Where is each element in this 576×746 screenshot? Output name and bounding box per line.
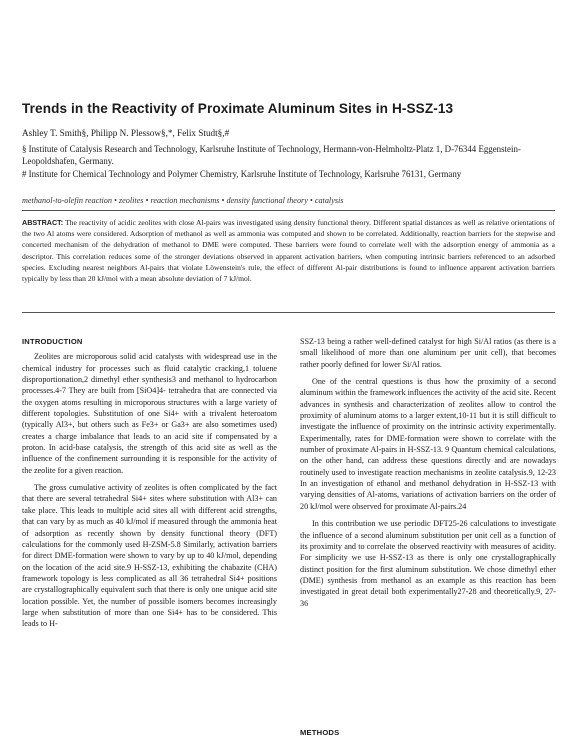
- abstract-top-rule: [22, 210, 555, 211]
- section-heading-introduction: INTRODUCTION: [22, 337, 83, 346]
- paragraph: The gross cumulative activity of zeolites is often complicated by the fact that there are several tetrahedral Si4+ sites where substitution with Al3+ can take place. This leads to multiple acid sites all with different acid strengths, that can vary by as much as 40 kJ/mol if measured through the ammonia heat of adsorption as recently shown by density functional theory (DFT) calculations for the commonly used H-ZSM-5.8 Similarly, activation barriers for direct DME-formation were shown to vary by up to 40 kJ/mol, depending on the location of the acid site.9 H-SSZ-13, exhibiting the chabazite (CHA) framework topology is less complicated as all 36 tetrahedral Si4+ positions are crystallographically equivalent such that there is only one unique acid site location possible. Yet, the number of possible isomers becomes increasingly large when substitution of more than one Si4+ has to be considered. This leads to H-: [22, 483, 277, 629]
- paragraph: Zeolites are microporous solid acid catalysts with widespread use in the chemical industry for processes such as fluid catalytic cracking,1 toluene disproportionation,2 dimethyl ether synthesis3 and methanol to hydrocarbon processes.4-7 They are built from [SiO4]4- tetrahedra that are connected via the oxygen atoms resulting in microporous structures with a large variety of different topologies. Substitution of one Si4+ with a trivalent heteroatom (typically Al3+, but others such as Fe3+ or Ga3+ are also sometimes used) creates a charge imbalance that leads to an acid site if compensated by a proton. In acid-base catalysis, the strength of this acid site as well as the influence of the confinement surrounding it is responsible for the activity of the zeolite for a given reaction.: [22, 352, 277, 475]
- left-column: [22, 336, 277, 630]
- abstract-text: The reactivity of acidic zeolites with close Al-pairs was investigated using density functional theory. Different spatial distances as well as relative orientations of the two Al atoms were considered. Adsorption of methanol as well as ammonia was computed and shown to be correlated. Additionally, reaction barriers for the stepwise and concerted mechanism of the dehydration of methanol to DME were computed. These barriers were found to correlate well with the adsorption energy of ammonia as a descriptor. This correlation reduces some of the stronger deviations observed in apparent activation barriers, when computing intrinsic barriers referenced to an adsorbed species. Excluding nearest neighbors Al-pairs that violate Löwenstein's rule, the effect of different Al-pair distributions is found to influence apparent activation barriers typically by less than 20 kJ/mol with a mean absolute deviation of 7 kJ/mol.: [22, 218, 555, 284]
- author-list: Ashley T. Smith§, Philipp N. Plessow§,*, Felix Studt§,#: [22, 128, 230, 138]
- affiliation-2: # Institute for Chemical Technology and Polymer Chemistry, Karlsruhe Institute of Technology, Karlsruhe 76131, Germany: [22, 169, 462, 179]
- paragraph: In this contribution we use periodic DFT25-26 calculations to investigate the influence of a second aluminum substitution per unit cell as a function of its proximity and to correlate the observed reactivity with measures of acidity. For simplicity we use H-SSZ-13 as there is only one crystallographically distinct position for the first aluminum substitution. We chose dimethyl ether (DME) synthesis from methanol as an example as this reaction has been investigated in great detail both experimentally27-28 and theoretically.9, 27-36: [300, 519, 556, 608]
- abstract: [22, 217, 555, 284]
- keywords: methanol-to-olefin reaction • zeolites • reaction mechanisms • density functional theory • catalysis: [22, 196, 344, 205]
- right-column: [300, 336, 556, 609]
- section-heading-methods: METHODS: [300, 728, 340, 737]
- affiliation-1: § Institute of Catalysis Research and Technology, Karlsruhe Institute of Technology, Hermann-von-Helmholtz-Platz 1, D-76344 Eggenstein-Leopoldshafen, Germany.: [22, 144, 521, 167]
- paragraph: One of the central questions is thus how the proximity of a second aluminum within the framework influences the activity of the acid site. Recent advances in synthesis and characterization of zeolites allow to control the proximity of aluminum atoms to a larger extent,10-11 but it is still difficult to investigate the influence of proximity on the intrinsic activity experimentally. Experimentally, rates for DME-formation were shown to correlate with the number of proximate Al-pairs in H-SSZ-13. 9 Quantum chemical calculations, on the other hand, can address these questions directly and are nowadays routinely used to investigate reaction mechanisms in zeolite catalysis.9, 12-23 In an investigation of ethanol and methanol dehydration in H-SSZ-13 with varying densities of Al-atoms, variations of activation barriers on the order of 20 kJ/mol were observed for proximate Al-pairs.24: [300, 377, 556, 511]
- paper-title: Trends in the Reactivity of Proximate Aluminum Sites in H-SSZ-13: [22, 101, 454, 116]
- abstract-bottom-rule: [22, 312, 555, 313]
- abstract-label: ABSTRACT:: [22, 218, 64, 227]
- paragraph: SSZ-13 being a rather well-defined catalyst for high Si/Al ratios (as there is a small likelihood of more than one aluminum per unit cell), that becomes rather poorly defined for lower Si/Al ratios.: [300, 337, 556, 369]
